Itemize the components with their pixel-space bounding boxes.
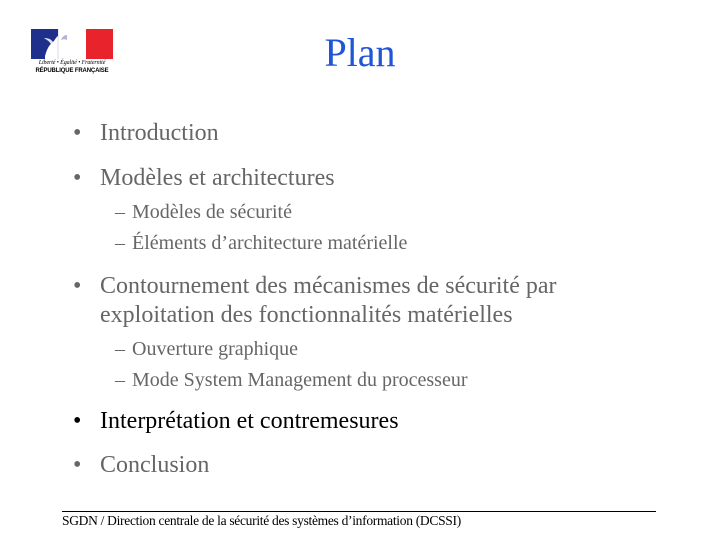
bullet-text: Interprétation et contremesures [100, 408, 399, 434]
marianne-flag-icon [31, 29, 113, 59]
sub-bullet-text: Mode System Management du processeur [132, 369, 468, 391]
sub-bullet-marker: – [115, 338, 125, 360]
logo-name: RÉPUBLIQUE FRANÇAISE [35, 68, 109, 74]
bullet-text: Introduction [100, 120, 219, 146]
bullet-text: Conclusion [100, 452, 210, 478]
bullet-text-line2: exploitation des fonctionnalités matérielles [100, 302, 513, 328]
bullet-marker: • [73, 408, 82, 434]
sub-bullet-marker: – [115, 201, 125, 223]
sub-bullet-marker: – [115, 232, 125, 254]
bullet-text: Modèles et architectures [100, 165, 335, 191]
bullet-text-line1: Contournement des mécanismes de sécurité par [100, 273, 557, 299]
slide-title: Plan [324, 30, 396, 75]
sub-bullet-text: Ouverture graphique [132, 338, 299, 360]
logo-motto: Liberté • Égalité • Fraternité [38, 60, 106, 66]
bullet-marker: • [73, 165, 82, 191]
sub-bullet-marker: – [115, 369, 125, 391]
sub-bullet-text: Modèles de sécurité [132, 201, 292, 223]
footer-text: SGDN / Direction centrale de la sécurité des systèmes d’information (DCSSI) [62, 513, 461, 528]
bullet-marker: • [73, 452, 82, 478]
republique-francaise-logo [31, 29, 113, 78]
sub-bullet-text: Éléments d’architecture matérielle [132, 232, 408, 254]
bullet-marker: • [73, 120, 82, 146]
footer-divider [62, 511, 656, 512]
bullet-marker: • [73, 273, 82, 299]
